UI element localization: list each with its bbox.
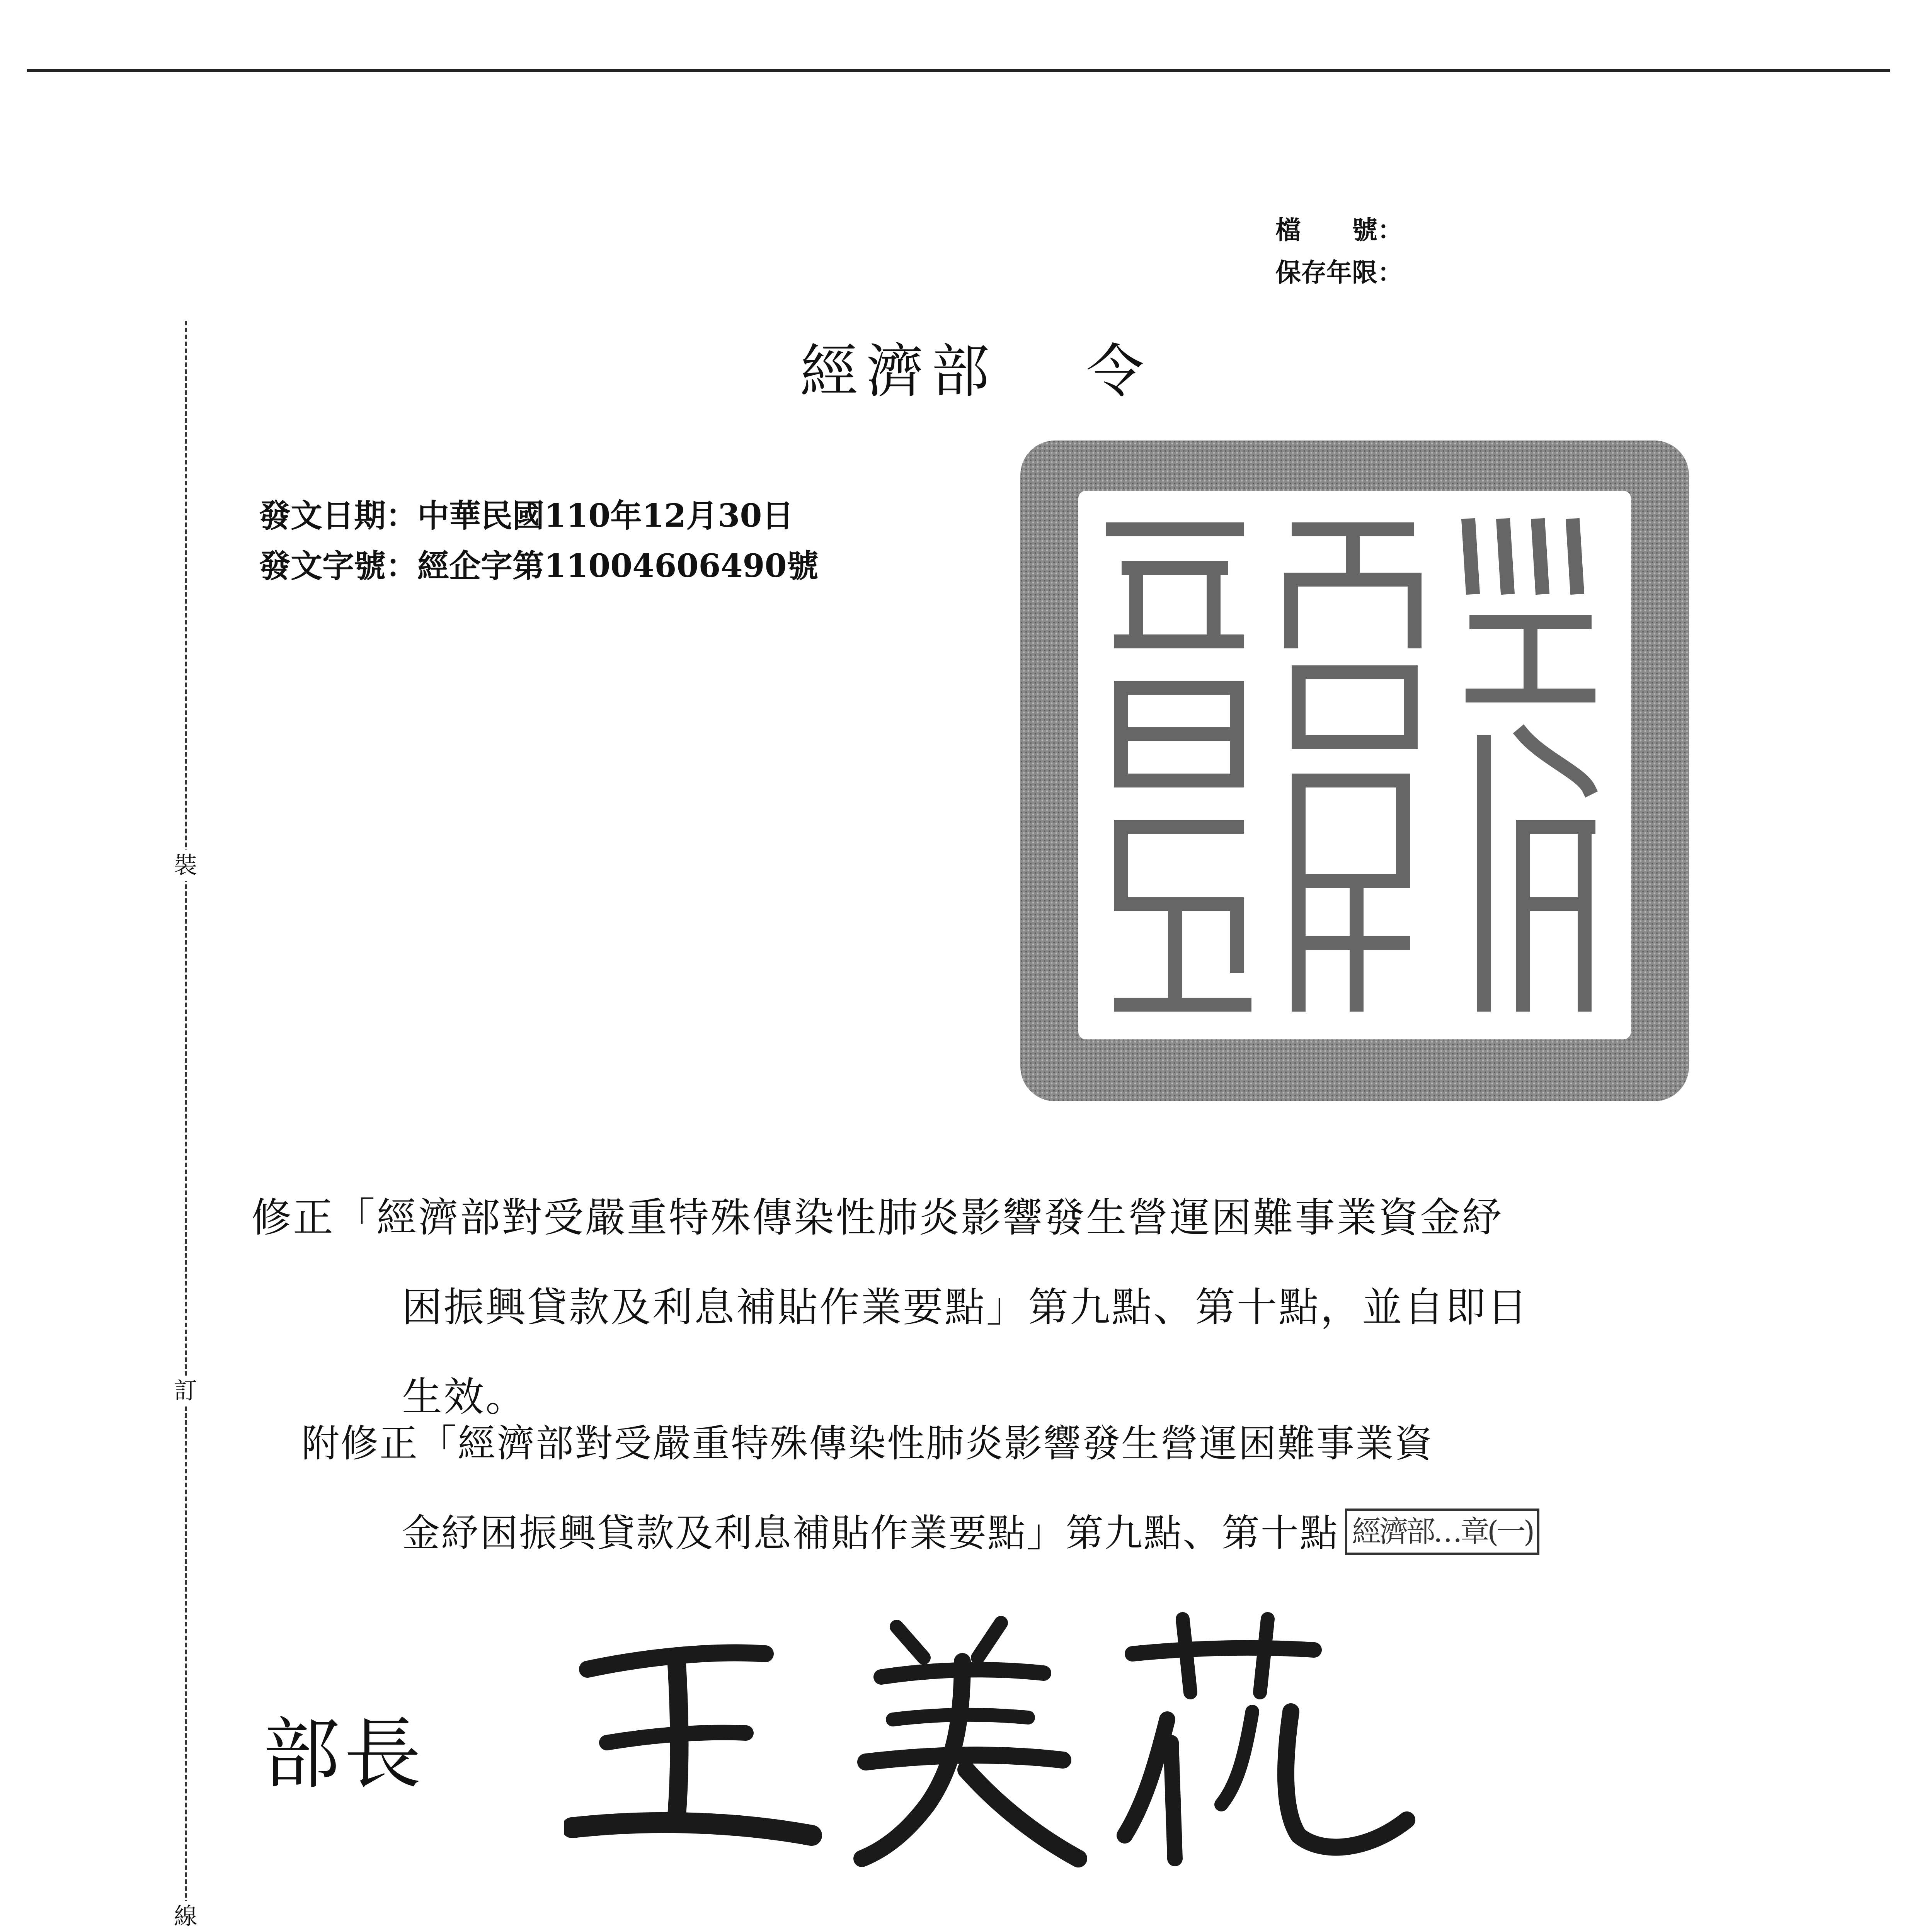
- issue-info: [259, 491, 819, 591]
- binding-mark-zhuang: 裝: [162, 850, 209, 881]
- binding-margin-line: [185, 321, 187, 1932]
- attachment-line-2-wrap: [301, 1488, 1731, 1578]
- issue-number: 發文字號：經企字第11004606490號: [259, 548, 819, 585]
- file-meta: [1275, 209, 1403, 294]
- binding-mark-ding: 訂: [162, 1376, 209, 1406]
- order-line-3: 生效。: [402, 1373, 528, 1420]
- minister-title: 部長: [263, 1709, 426, 1799]
- small-seal-stamp: 經濟部…章(一): [1345, 1509, 1539, 1555]
- retention-label: 保存年限：: [1275, 257, 1403, 287]
- binding-mark-xian: 線: [162, 1901, 209, 1932]
- issue-date: 發文日期：中華民國110年12月30日: [259, 497, 794, 534]
- top-rule: [27, 69, 1890, 72]
- minister-signature: [564, 1604, 1453, 1874]
- document-type: 令: [1086, 338, 1152, 405]
- official-seal: [1020, 440, 1689, 1101]
- document-title: [800, 325, 1152, 408]
- attachment-line-2: 金紓困振興貸款及利息補貼作業要點」第九點、第十點: [402, 1511, 1339, 1555]
- file-number-row: [1275, 209, 1403, 251]
- file-number-label: 檔 號：: [1275, 215, 1403, 245]
- retention-row: [1275, 251, 1403, 294]
- order-line-1: 修正「經濟部對受嚴重特殊傳染性肺炎影響發生營運困難事業資金紓: [251, 1194, 1504, 1241]
- attachment-note: [301, 1399, 1731, 1578]
- attachment-line-1: 附修正「經濟部對受嚴重特殊傳染性肺炎影響發生營運困難事業資: [301, 1422, 1434, 1466]
- order-line-2: 困振興貸款及利息補貼作業要點」第九點、第十點，並自即日: [402, 1284, 1529, 1331]
- agency-name: 經濟部: [800, 338, 998, 405]
